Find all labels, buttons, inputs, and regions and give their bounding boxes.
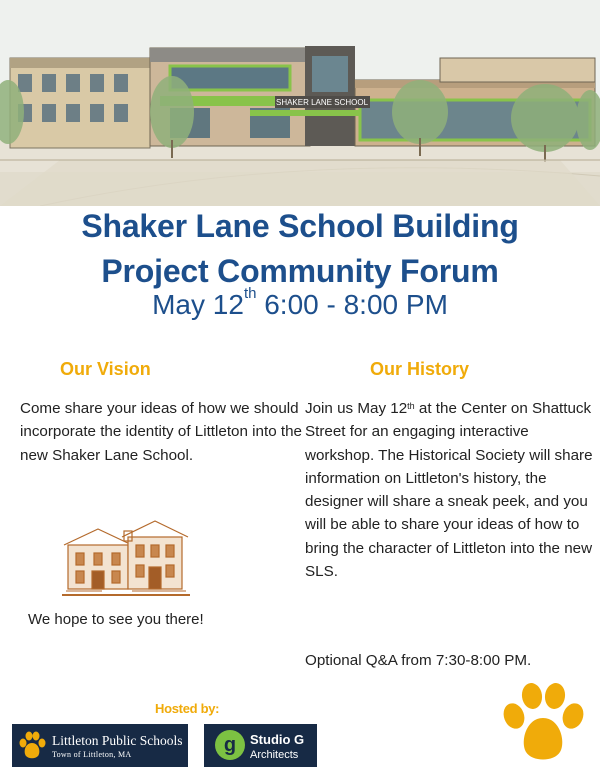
history-text-prefix: Join us May 12	[305, 400, 408, 417]
event-date	[0, 285, 600, 321]
date-time: 6:00 - 8:00 PM	[256, 289, 448, 320]
paw-print-icon	[500, 680, 586, 766]
date-ordinal: th	[243, 285, 257, 302]
history-text	[305, 397, 593, 583]
closing-message: We hope to see you there!	[28, 611, 204, 628]
lps-name: Littleton Public Schools	[52, 733, 183, 748]
vision-text: Come share your ideas of how we should incorporate the identity of Littleton into the new Shaker Lane School.	[20, 400, 302, 464]
history-heading: Our History	[370, 359, 470, 379]
title-line-1: Shaker Lane School Building	[81, 208, 519, 244]
studio-g-architects-logo	[204, 724, 317, 767]
date-prefix: May 12	[152, 289, 244, 320]
school-sign: SHAKER LANE SCHOOL	[275, 98, 369, 107]
studio-subtitle: Architects	[250, 749, 299, 761]
studio-g-letter: g	[223, 734, 237, 756]
historic-building-sketch	[62, 515, 192, 601]
studio-g-icon	[214, 729, 246, 761]
paw-icon	[17, 730, 47, 760]
history-ordinal: th	[407, 401, 415, 411]
vision-heading: Our Vision	[60, 359, 151, 379]
history-text-body: at the Center on Shattuck Street for an engaging interactive workshop. The Historical Society will share information on Littleton's history, the designer will share a sneak peek, and you will be able to share your ideas of how to bring the character of Littleton into the new SLS.	[305, 400, 593, 581]
lps-subtitle: Town of Littleton, MA	[52, 750, 132, 759]
studio-name: Studio G	[250, 732, 305, 747]
hosted-by-label: Hosted by:	[155, 701, 220, 716]
title-line-2: Project Community Forum	[101, 253, 499, 289]
optional-qa: Optional Q&A from 7:30-8:00 PM.	[305, 652, 532, 669]
littleton-public-schools-logo	[12, 724, 188, 767]
school-building-rendering	[0, 0, 600, 206]
hero-illustration	[0, 0, 600, 206]
